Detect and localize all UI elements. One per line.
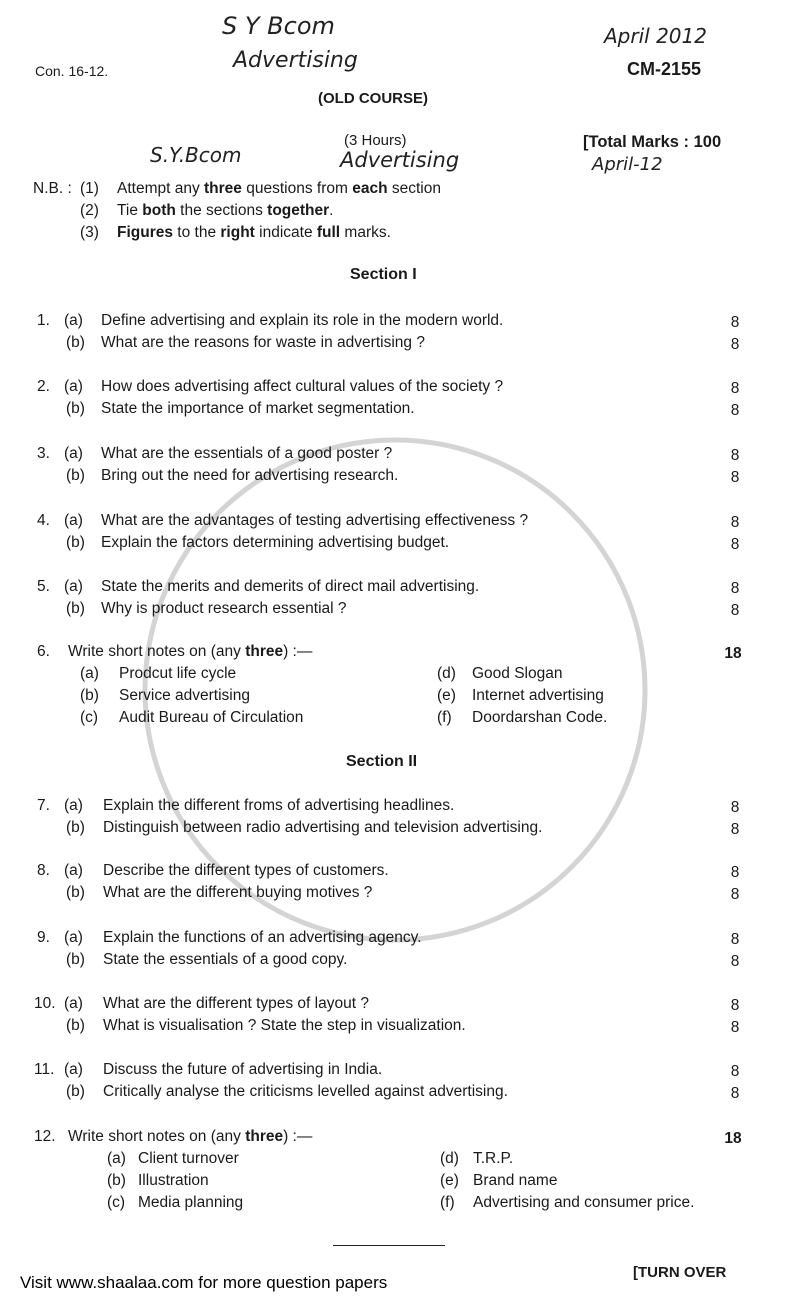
question-text: State the essentials of a good copy.: [103, 951, 348, 968]
note-topic: Internet advertising: [472, 687, 604, 704]
paper-code: CM-2155: [627, 59, 702, 79]
question-number: 7.: [37, 797, 50, 814]
instruction-text: [117, 225, 391, 241]
duration: (3 Hours): [344, 132, 407, 149]
handwritten-date-2: April-12: [592, 154, 663, 175]
question-text: Explain the functions of an advertising agency.: [103, 929, 422, 946]
total-marks: [Total Marks : 100: [583, 133, 722, 151]
question-text: Explain the different froms of advertising headlines.: [103, 797, 455, 814]
question-text: How does advertising affect cultural values of the society ?: [101, 378, 504, 395]
handwritten-date: April 2012: [604, 24, 707, 48]
marks: 8: [730, 886, 740, 903]
prompt-text: three: [245, 643, 284, 660]
question-text: State the merits and demerits of direct mail advertising.: [101, 578, 480, 595]
part-label: (b): [66, 884, 85, 901]
handwritten-course: S Y Bcom: [222, 12, 335, 40]
nb-label: N.B. :: [33, 180, 72, 197]
instruction-segment: Attempt any: [117, 180, 205, 197]
instruction-segment: questions from: [241, 180, 353, 197]
part-label: (a): [64, 797, 83, 814]
note-topic: Good Slogan: [472, 665, 563, 682]
prompt-text: Write short notes on (any: [68, 643, 246, 660]
handwritten-subject: Advertising: [233, 48, 358, 73]
instruction-number: (3): [80, 224, 99, 241]
question-number: 9.: [37, 929, 50, 946]
marks: 8: [730, 536, 740, 553]
marks: 18: [724, 1130, 742, 1147]
note-topic: T.R.P.: [473, 1150, 514, 1167]
note-label: (f): [440, 1194, 455, 1211]
part-label: (b): [66, 334, 85, 351]
instruction-segment: three: [204, 180, 242, 197]
part-label: (b): [66, 1017, 85, 1034]
note-topic: Audit Bureau of Circulation: [119, 709, 304, 726]
marks: 8: [730, 314, 740, 331]
note-label: (d): [440, 1150, 459, 1167]
question-text: State the importance of market segmentation.: [101, 400, 415, 417]
marks: 8: [730, 580, 740, 597]
part-label: (a): [64, 1061, 83, 1078]
part-label: (a): [64, 995, 83, 1012]
part-label: (a): [64, 445, 83, 462]
part-label: (b): [66, 534, 85, 551]
marks: 8: [730, 1085, 740, 1102]
part-label: (a): [64, 929, 83, 946]
marks: 8: [730, 402, 740, 419]
marks: 8: [730, 469, 740, 486]
note-label: (b): [107, 1172, 126, 1189]
question-text: Critically analyse the criticisms levelled against advertising.: [103, 1083, 508, 1100]
instruction-segment: right: [220, 224, 255, 241]
question-text: Explain the factors determining advertising budget.: [101, 534, 450, 551]
handwritten-course-2: S.Y.Bcom: [150, 143, 242, 167]
marks: 8: [730, 602, 740, 619]
question-number: 1.: [37, 312, 50, 329]
note-label: (c): [80, 709, 99, 726]
note-topic: Prodcut life cycle: [119, 665, 237, 682]
question-number: 3.: [37, 445, 50, 462]
marks: 8: [730, 1063, 740, 1080]
section-title: Section II: [346, 753, 418, 770]
part-label: (a): [64, 578, 83, 595]
section-title: Section I: [350, 266, 417, 283]
question-text: Distinguish between radio advertising and television advertising.: [103, 819, 543, 836]
part-label: (b): [66, 951, 85, 968]
part-label: (b): [66, 819, 85, 836]
instruction-segment: full: [316, 224, 341, 241]
prompt-text: Write short notes on (any: [68, 1128, 246, 1145]
question-number: 11.: [34, 1061, 55, 1078]
note-topic: Advertising and consumer price.: [473, 1194, 695, 1211]
question-text: What are the different buying motives ?: [103, 884, 373, 901]
marks: 8: [730, 336, 740, 353]
instruction-segment: together: [267, 202, 330, 219]
marks: 8: [730, 931, 740, 948]
question-text: What are the advantages of testing advertising effectiveness ?: [101, 512, 529, 529]
question-number: 2.: [37, 378, 50, 395]
question-text: Discuss the future of advertising in India.: [103, 1061, 383, 1078]
note-label: (e): [437, 687, 456, 704]
note-topic: Doordarshan Code.: [472, 709, 608, 726]
short-notes-prompt: [68, 1129, 312, 1145]
note-label: (a): [80, 665, 99, 682]
question-text: What are the reasons for waste in advertising ?: [101, 334, 425, 351]
question-number: 10.: [34, 995, 56, 1012]
handwritten-subject-2: Advertising: [340, 148, 460, 172]
instruction-segment: each: [352, 180, 388, 197]
turn-over: [TURN OVER: [633, 1264, 727, 1281]
marks: 8: [730, 864, 740, 881]
note-label: (a): [107, 1150, 126, 1167]
part-label: (a): [64, 862, 83, 879]
marks: 8: [730, 514, 740, 531]
note-topic: Media planning: [138, 1194, 244, 1211]
note-topic: Brand name: [473, 1172, 558, 1189]
note-topic: Service advertising: [119, 687, 250, 704]
instruction-text: [117, 181, 441, 197]
instruction-segment: section: [387, 180, 441, 197]
instruction-segment: .: [329, 202, 334, 219]
question-text: What are the essentials of a good poster ?: [101, 445, 393, 462]
question-text: Bring out the need for advertising research.: [101, 467, 399, 484]
instruction-segment: Figures: [117, 224, 173, 241]
note-label: (c): [107, 1194, 126, 1211]
question-number: 6.: [37, 643, 50, 660]
question-number: 4.: [37, 512, 50, 529]
part-label: (a): [64, 512, 83, 529]
question-text: What is visualisation ? State the step in visualization.: [103, 1017, 466, 1034]
note-label: (e): [440, 1172, 459, 1189]
marks: 8: [730, 447, 740, 464]
instruction-segment: Tie: [117, 202, 143, 219]
marks: 8: [730, 997, 740, 1014]
marks: 18: [724, 645, 742, 662]
note-topic: Client turnover: [138, 1150, 239, 1167]
part-label: (b): [66, 400, 85, 417]
note-label: (d): [437, 665, 456, 682]
marks: 8: [730, 821, 740, 838]
con-code: Con. 16-12.: [35, 63, 109, 79]
instruction-number: (1): [80, 180, 99, 197]
question-number: 8.: [37, 862, 50, 879]
course-type: (OLD COURSE): [318, 90, 428, 107]
question-text: Define advertising and explain its role in the modern world.: [101, 312, 504, 329]
instruction-number: (2): [80, 202, 99, 219]
short-notes-prompt: [68, 644, 312, 660]
note-label: (b): [80, 687, 99, 704]
instruction-segment: the sections: [175, 202, 268, 219]
instruction-segment: marks.: [340, 224, 391, 241]
question-number: 5.: [37, 578, 50, 595]
prompt-text: ) :—: [283, 1128, 313, 1145]
part-label: (a): [64, 312, 83, 329]
part-label: (a): [64, 378, 83, 395]
note-topic: Illustration: [138, 1172, 209, 1189]
instruction-segment: indicate: [254, 224, 317, 241]
instruction-segment: to the: [172, 224, 221, 241]
marks: 8: [730, 1019, 740, 1036]
end-divider: [333, 1245, 445, 1246]
instruction-text: [117, 203, 333, 219]
prompt-text: ) :—: [283, 643, 313, 660]
marks: 8: [730, 380, 740, 397]
marks: 8: [730, 799, 740, 816]
note-label: (f): [437, 709, 452, 726]
question-number: 12.: [34, 1128, 56, 1145]
marks: 8: [730, 953, 740, 970]
question-text: Why is product research essential ?: [101, 600, 347, 617]
prompt-text: three: [245, 1128, 284, 1145]
part-label: (b): [66, 1083, 85, 1100]
question-text: Describe the different types of customers.: [103, 862, 389, 879]
footer-visit-text: Visit www.shaalaa.com for more question papers: [20, 1273, 388, 1292]
part-label: (b): [66, 467, 85, 484]
part-label: (b): [66, 600, 85, 617]
instruction-segment: both: [142, 202, 176, 219]
question-text: What are the different types of layout ?: [103, 995, 369, 1012]
